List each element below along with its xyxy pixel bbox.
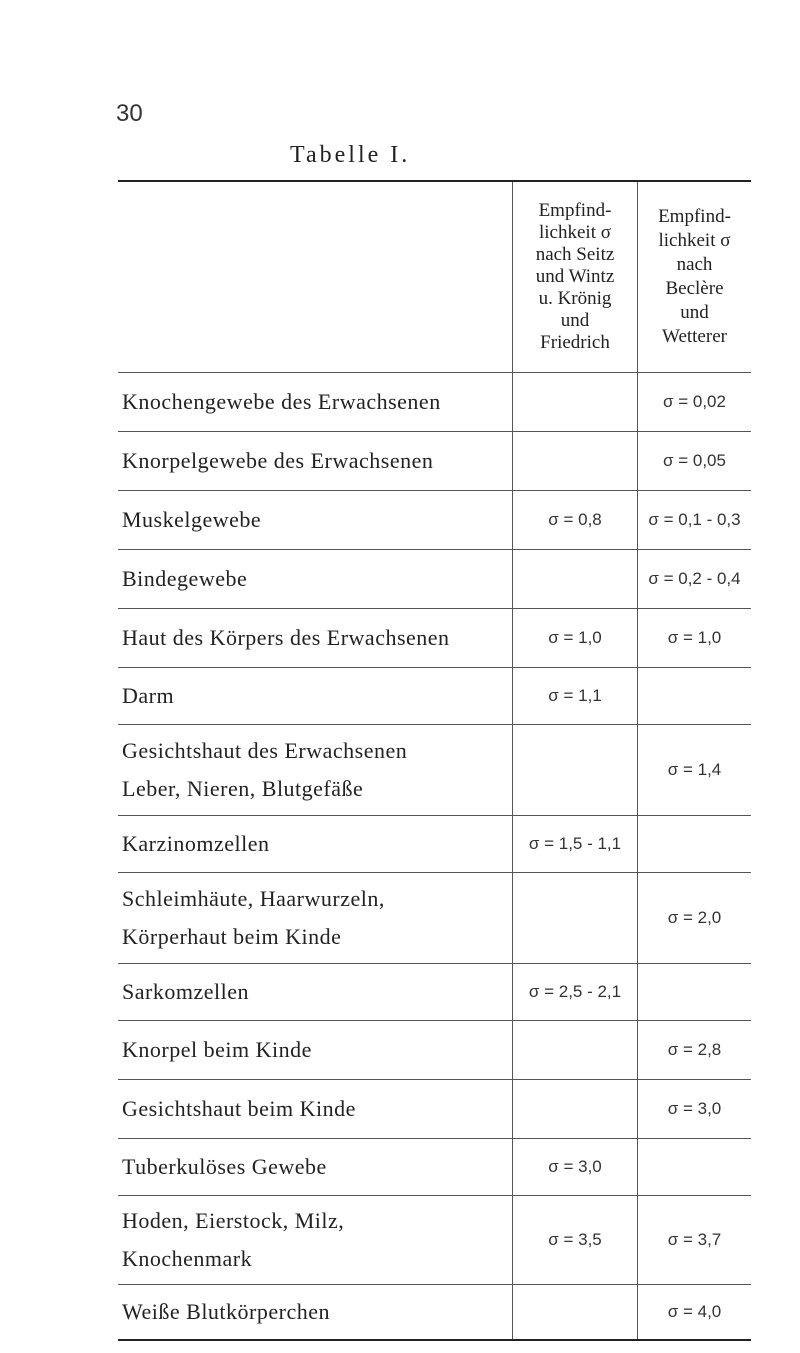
page-number: 30 (116, 100, 143, 127)
header-line: lichkeit σ (539, 222, 611, 243)
tissue-label-line: Darm (122, 683, 175, 708)
tissue-label (118, 1080, 512, 1138)
table-row (118, 1021, 751, 1080)
value-beclere-wetterer: σ = 1,4 (637, 725, 751, 815)
tissue-label-line: Gesichtshaut beim Kinde (122, 1096, 356, 1121)
value-seitz-wintz (512, 1080, 637, 1138)
tissue-label-line: Körperhaut beim Kinde (122, 924, 342, 949)
value-seitz-wintz: σ = 1,1 (512, 668, 637, 724)
value-beclere-wetterer: σ = 2,8 (637, 1021, 751, 1079)
value-seitz-wintz (512, 725, 637, 815)
tissue-label (118, 609, 512, 667)
value-beclere-wetterer: σ = 3,7 (637, 1196, 751, 1284)
tissue-label (118, 491, 512, 549)
value-seitz-wintz (512, 373, 637, 431)
table-row (118, 1080, 751, 1139)
tissue-label (118, 964, 512, 1020)
tissue-label (118, 432, 512, 490)
tissue-label (118, 373, 512, 431)
tissue-label-line: Tuberkulöses Gewebe (122, 1154, 327, 1179)
header-line: und (560, 310, 590, 331)
table-row (118, 873, 751, 964)
table-row (118, 1285, 751, 1339)
value-seitz-wintz (512, 1021, 637, 1079)
header-line: und Wintz (535, 266, 615, 287)
value-seitz-wintz: σ = 1,5 - 1,1 (512, 816, 637, 872)
value-seitz-wintz (512, 550, 637, 608)
table-header-row (118, 182, 751, 373)
header-line: Beclère (665, 278, 724, 299)
header-line: Wetterer (662, 326, 727, 347)
tissue-label (118, 1285, 512, 1339)
value-beclere-wetterer: σ = 3,0 (637, 1080, 751, 1138)
tissue-label (118, 1021, 512, 1079)
tissue-label-line: Hoden, Eierstock, Milz, (122, 1208, 345, 1233)
tissue-label-line: Sarkomzellen (122, 979, 249, 1004)
value-beclere-wetterer (637, 668, 751, 724)
table-title: Tabelle I. (290, 142, 411, 168)
header-line: Empfind- (538, 200, 612, 221)
tissue-label-line: Weiße Blutkörperchen (122, 1299, 330, 1324)
table-row (118, 609, 751, 668)
tissue-label-line: Haut des Körpers des Erwachsenen (122, 625, 450, 650)
value-seitz-wintz (512, 1285, 637, 1339)
tissue-label-line: Karzinomzellen (122, 831, 270, 856)
value-seitz-wintz: σ = 0,8 (512, 491, 637, 549)
value-seitz-wintz: σ = 1,0 (512, 609, 637, 667)
value-beclere-wetterer (637, 1139, 751, 1195)
tissue-label-line: Gesichtshaut des Erwachsenen (122, 738, 408, 763)
table-row (118, 816, 751, 873)
value-seitz-wintz (512, 873, 637, 963)
tissue-label-line: Knochenmark (122, 1246, 253, 1271)
header-line: lichkeit σ (658, 230, 731, 251)
tissue-label (118, 873, 512, 963)
tissue-label-line: Muskelgewebe (122, 507, 262, 532)
header-line: und (680, 302, 709, 323)
tissue-label-line: Schleimhäute, Haarwurzeln, (122, 886, 385, 911)
header-line: nach Seitz (535, 244, 615, 265)
value-beclere-wetterer: σ = 0,1 - 0,3 (637, 491, 751, 549)
value-seitz-wintz: σ = 3,5 (512, 1196, 637, 1284)
header-line: Empfind- (658, 206, 731, 227)
value-beclere-wetterer (637, 816, 751, 872)
tissue-label-line: Bindegewebe (122, 566, 248, 591)
value-seitz-wintz (512, 432, 637, 490)
value-beclere-wetterer: σ = 0,02 (637, 373, 751, 431)
table-row (118, 964, 751, 1021)
tissue-label (118, 816, 512, 872)
tissue-label-line: Knochengewebe des Erwachsenen (122, 389, 441, 414)
value-seitz-wintz: σ = 2,5 - 2,1 (512, 964, 637, 1020)
header-col-beclere-wetterer (637, 182, 751, 372)
table-row (118, 725, 751, 816)
value-beclere-wetterer: σ = 1,0 (637, 609, 751, 667)
sensitivity-table (118, 180, 751, 1341)
value-beclere-wetterer: σ = 0,05 (637, 432, 751, 490)
tissue-label (118, 1139, 512, 1195)
table-row (118, 668, 751, 725)
value-beclere-wetterer: σ = 4,0 (637, 1285, 751, 1339)
tissue-label-line: Knorpel beim Kinde (122, 1037, 312, 1062)
table-row (118, 1196, 751, 1285)
table-row (118, 1139, 751, 1196)
tissue-label-line: Leber, Nieren, Blutgefäße (122, 776, 364, 801)
value-seitz-wintz: σ = 3,0 (512, 1139, 637, 1195)
table-row (118, 432, 751, 491)
table-row (118, 491, 751, 550)
tissue-label (118, 1196, 512, 1284)
table-row (118, 550, 751, 609)
value-beclere-wetterer: σ = 0,2 - 0,4 (637, 550, 751, 608)
header-line: nach (676, 254, 713, 275)
table-row (118, 373, 751, 432)
header-line: u. Krönig (538, 288, 612, 309)
header-col-seitz-wintz (512, 182, 637, 372)
tissue-label-line: Knorpelgewebe des Erwachsenen (122, 448, 434, 473)
header-line: Friedrich (540, 332, 610, 353)
tissue-label (118, 725, 512, 815)
header-label-cell (118, 182, 512, 372)
value-beclere-wetterer: σ = 2,0 (637, 873, 751, 963)
tissue-label (118, 550, 512, 608)
tissue-label (118, 668, 512, 724)
value-beclere-wetterer (637, 964, 751, 1020)
